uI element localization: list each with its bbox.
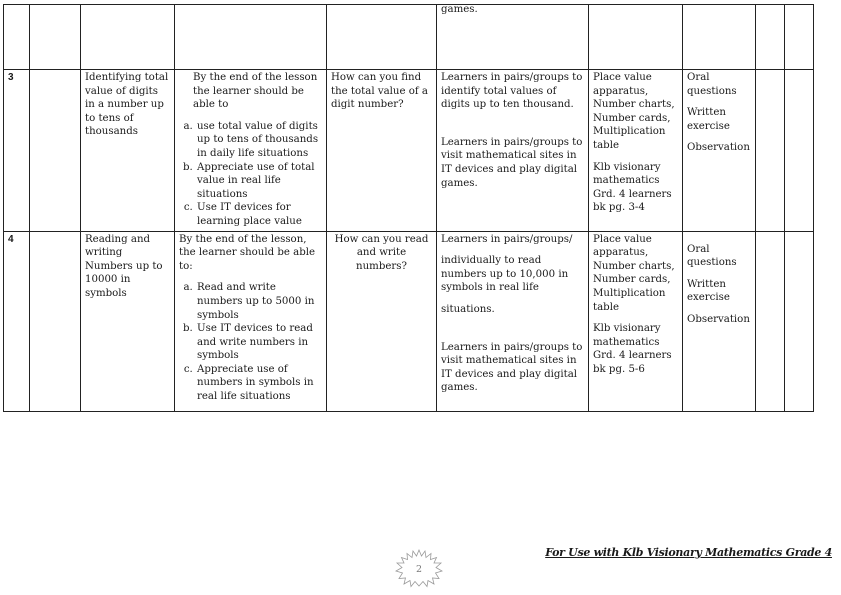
assessment-item: Oral questions	[687, 72, 737, 97]
experience-text: Learners in pairs/groups to visit mathematical sites in IT devices and play digital games.	[441, 341, 583, 394]
experiences-cell	[437, 231, 589, 411]
reflection-cell	[756, 70, 785, 232]
week-number: 3	[8, 72, 14, 83]
scheme-of-work-table	[3, 4, 814, 412]
assessment-item: Written exercise	[687, 107, 730, 132]
experience-text: individually to read numbers up to 10,000 in symbols in real life	[441, 255, 569, 294]
outcomes-cell	[175, 70, 327, 232]
reflection-cell	[756, 231, 785, 411]
sub-strand-text: Reading and writing Numbers up to 10000 in symbols	[85, 233, 163, 299]
sub-strand-cell	[81, 231, 175, 411]
assessment-cell	[683, 5, 756, 70]
lesson-cell	[30, 5, 81, 70]
table-row-week-4	[4, 231, 814, 411]
resource-text: Place value apparatus, Number charts, Number cards, Multiplication table	[593, 72, 675, 151]
outcome-item: b. Use IT devices to read and write numbers in symbols	[196, 322, 322, 363]
inquiry-cell	[327, 231, 437, 411]
week-cell	[4, 5, 30, 70]
outcome-item: a. use total value of digits up to tens of thousands in daily life situations	[196, 120, 322, 161]
resources-cell	[589, 70, 683, 232]
outcomes-cell	[175, 5, 327, 70]
outcome-item: c. Use IT devices for learning place value	[196, 201, 322, 228]
resource-text: Klb visionary mathematics Grd. 4 learners bk pg. 5-6	[593, 323, 672, 375]
outcome-item: b. Appreciate use of total value in real life situations	[196, 161, 322, 202]
page-number-badge	[394, 548, 444, 588]
week-number: 4	[8, 233, 14, 245]
experience-text: Learners in pairs/groups to identify total values of digits up to ten thousand.	[441, 72, 583, 111]
experiences-cell	[437, 5, 589, 70]
assessment-cell	[683, 231, 756, 411]
extra-cell	[785, 5, 814, 70]
experience-text: games.	[441, 4, 478, 15]
experience-text: Learners in pairs/groups/	[441, 233, 573, 245]
lesson-cell	[30, 70, 81, 232]
experiences-cell	[437, 70, 589, 232]
starburst-icon	[394, 548, 444, 588]
week-cell	[4, 70, 30, 232]
inquiry-cell	[327, 70, 437, 232]
resource-text: Klb visionary mathematics Grd. 4 learners bk pg. 3-4	[593, 161, 672, 214]
assessment-item: Written exercise	[687, 278, 730, 304]
assessment-item: Observation	[687, 142, 750, 154]
reflection-cell	[756, 5, 785, 70]
outcomes-cell	[175, 231, 327, 411]
extra-cell	[785, 231, 814, 411]
outcomes-list	[179, 120, 322, 229]
outcomes-intro: By the end of the lesson, the learner should be able to:	[179, 233, 316, 272]
resources-cell	[589, 5, 683, 70]
resource-text: Place value apparatus, Number charts, Number cards, Multiplication table	[593, 233, 675, 313]
sub-strand-cell	[81, 70, 175, 232]
table-row-continuation	[4, 5, 814, 70]
experience-text: Learners in pairs/groups to visit mathematical sites in IT devices and play digital games.	[441, 136, 583, 189]
outcomes-intro: By the end of the lesson the learner should be able to	[193, 72, 318, 111]
page-number: 2	[415, 564, 423, 575]
inquiry-question: How can you find the total value of a digit number?	[331, 72, 428, 111]
inquiry-cell	[327, 5, 437, 70]
assessment-cell	[683, 70, 756, 232]
inquiry-question: How can you read and write numbers?	[334, 233, 429, 272]
outcome-item: c. Appreciate use of numbers in symbols in real life situations	[196, 363, 322, 404]
outcome-item: a. Read and write numbers up to 5000 in symbols	[196, 281, 322, 322]
week-cell	[4, 231, 30, 411]
extra-cell	[785, 70, 814, 232]
table-row-week-3	[4, 70, 814, 232]
experience-text: situations.	[441, 303, 495, 315]
outcomes-list	[179, 281, 322, 403]
resources-cell	[589, 231, 683, 411]
sub-strand-text: Identifying total value of digits in a number up to tens of thousands	[85, 72, 169, 138]
lesson-cell	[30, 231, 81, 411]
footer-note: For Use with Klb Visionary Mathematics Grade 4	[545, 546, 832, 559]
sub-strand-cell	[81, 5, 175, 70]
assessment-item: Observation	[687, 313, 750, 325]
assessment-item: Oral questions	[687, 243, 737, 269]
